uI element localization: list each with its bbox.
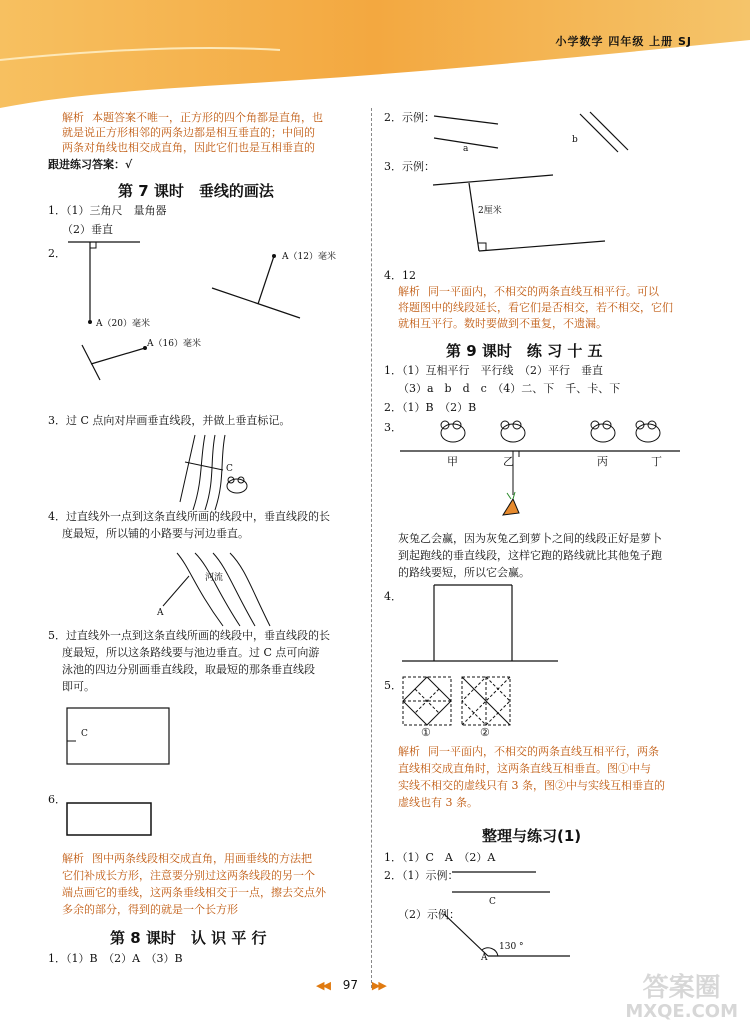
lesson8-title: 第 8 课时 认 识 平 行 bbox=[110, 929, 267, 947]
angle-label: 130 ° bbox=[499, 942, 524, 952]
watermark bbox=[625, 974, 738, 1022]
q3-text: 3．过 C 点向对岸画垂直线段，并做上垂直标记。 bbox=[48, 414, 291, 427]
circle-label-2: ② bbox=[480, 726, 490, 739]
analysis-line: 直线相交成直角时，这两条直线互相垂直。图①中与 bbox=[398, 762, 651, 775]
rabbit-name: 甲 bbox=[447, 455, 458, 468]
q5-line: 5．过直线外一点到这条直线所画的线段中，垂直线段的长 bbox=[48, 629, 330, 642]
l9-q5-figures bbox=[402, 676, 532, 731]
rabbit-name: 丙 bbox=[597, 455, 608, 468]
analysis-line: 多余的部分，得到的就是一个长方形 bbox=[62, 903, 238, 916]
circle-label-1: ① bbox=[421, 726, 431, 739]
q5-line: 度最短，所以这条路线要与池边垂直。过 C 点可向游 bbox=[62, 646, 320, 659]
review-q2a-figure bbox=[450, 870, 560, 900]
q4-line: 度最短，所以铺的小路要与河边垂直。 bbox=[62, 527, 249, 540]
q6-rectangle-figure bbox=[64, 800, 164, 845]
l9-q1b: （3）a b d c （4）二、下 千、卡、下 bbox=[398, 382, 621, 395]
r-q3: 3．示例： bbox=[384, 160, 435, 173]
q1b: （2）垂直 bbox=[62, 223, 113, 236]
lesson7-title: 第 7 课时 垂线的画法 bbox=[118, 182, 274, 200]
rabbit-name: 丁 bbox=[651, 455, 662, 468]
label-a12: A（12）毫米 bbox=[282, 252, 336, 262]
l9-q3-answer: 灰兔乙会赢，因为灰兔乙到萝卜之间的线段正好是萝卜 bbox=[398, 532, 662, 545]
analysis-line: 它们补成长方形，注意要分别过这两条线段的另一个 bbox=[62, 869, 315, 882]
analysis-line: 图中两条线段相交成直角，用画垂线的方法把 bbox=[92, 852, 312, 865]
analysis-label: 解析 bbox=[398, 745, 420, 758]
label-2cm: 2厘米 bbox=[478, 206, 502, 216]
analysis-line: 就是说正方形相邻的两条边都是相互垂直的；中间的 bbox=[62, 126, 315, 139]
r-q3-figure bbox=[425, 165, 625, 255]
review-q2a: 2．（1）示例： bbox=[384, 869, 459, 882]
header-background bbox=[0, 0, 750, 110]
q1a: 1．（1）三角尺 量角器 bbox=[48, 204, 167, 217]
l9-q3-answer: 的路线要短，所以它会赢。 bbox=[398, 566, 530, 579]
label-c-review: C bbox=[489, 897, 496, 907]
analysis-line: 同一平面内，不相交的两条直线互相平行，两条 bbox=[428, 745, 659, 758]
q5-line: 即可。 bbox=[62, 680, 95, 693]
watermark-line1: 答案圈 bbox=[642, 973, 721, 1003]
watermark-line2: MXQE.COM bbox=[625, 1001, 738, 1022]
label-a-review: A bbox=[481, 953, 488, 963]
r-q2: 2．示例： bbox=[384, 111, 435, 124]
analysis-line: 就相互平行。数时要做到不重复，不遗漏。 bbox=[398, 317, 607, 330]
follow-answer: 跟进练习答案：√ bbox=[48, 158, 133, 171]
river-label: 河流 bbox=[205, 573, 224, 583]
next-arrows-icon: ▶▶ bbox=[371, 979, 385, 992]
l9-q4-figure bbox=[400, 583, 600, 663]
analysis-line: 端点画它的垂线，这两条垂线相交于一点，擦去交点外 bbox=[62, 886, 326, 899]
analysis-line: 本题答案不唯一，正方形的四个角都是直角，也 bbox=[92, 111, 323, 124]
l9-q1a: 1．（1）互相平行 平行线 （2）平行 垂直 bbox=[384, 364, 603, 377]
label-c: C bbox=[226, 464, 233, 474]
q2-number: 2． bbox=[48, 247, 66, 260]
rabbit-race-figure bbox=[395, 415, 695, 525]
r-q4: 4．12 bbox=[384, 269, 416, 282]
analysis-label: 解析 bbox=[398, 285, 420, 298]
l9-q3-answer: 到起跑线的垂直线段，这样它跑的路线就比其他兔子跑 bbox=[398, 549, 662, 562]
analysis-label: 解析 bbox=[62, 111, 84, 124]
review-q1: 1．（1）C A （2）A bbox=[384, 851, 496, 864]
analysis-line: 两条对角线也相交成直角，因此它们也是互相垂直的 bbox=[62, 141, 315, 154]
l9-q2: 2．（1）B （2）B bbox=[384, 401, 477, 414]
l9-q3: 3． bbox=[384, 421, 402, 434]
page-number: 97 bbox=[342, 978, 359, 992]
l9-q5: 5． bbox=[384, 679, 402, 692]
q4-line: 4．过直线外一点到这条直线所画的线段中，垂直线段的长 bbox=[48, 510, 330, 523]
review-q2b: （2）示例： bbox=[398, 908, 460, 921]
prev-arrows-icon: ◀◀ bbox=[316, 979, 329, 992]
l9-q4: 4． bbox=[384, 590, 402, 603]
rabbit-name: 乙 bbox=[503, 455, 514, 468]
r-q2-figure bbox=[420, 108, 680, 168]
header-band bbox=[0, 0, 750, 110]
column-divider bbox=[371, 108, 372, 988]
q4-river-figure bbox=[155, 548, 275, 628]
page-footer bbox=[316, 978, 385, 992]
q6-number: 6． bbox=[48, 793, 66, 806]
analysis-line: 同一平面内，不相交的两条直线互相平行。可以 bbox=[428, 285, 659, 298]
analysis-line: 实线不相交的虚线只有 3 条，图②中与实线互相垂直的 bbox=[398, 779, 665, 792]
lesson8-q1: 1．（1）B （2）A （3）B bbox=[48, 952, 183, 965]
label-a-line: a bbox=[463, 144, 469, 154]
review-title: 整理与练习(1) bbox=[482, 827, 582, 845]
q5-line: 泳池的四边分别画垂直线段，取最短的那条垂直线段 bbox=[62, 663, 315, 676]
lesson9-title: 第 9 课时 练 习 十 五 bbox=[446, 342, 603, 360]
analysis-line: 将题图中的线段延长，看它们是否相交，若不相交，它们 bbox=[398, 301, 673, 314]
label-a: A bbox=[157, 608, 164, 618]
header-text: 小学数学 四年级 上册 SJ bbox=[555, 35, 692, 48]
analysis-line: 虚线也有 3 条。 bbox=[398, 796, 478, 809]
analysis-label: 解析 bbox=[62, 852, 84, 865]
q5-pool-figure bbox=[62, 706, 182, 766]
label-a20: A（20）毫米 bbox=[96, 319, 150, 329]
label-b-line: b bbox=[572, 135, 578, 145]
label-a16: A（16）毫米 bbox=[147, 339, 201, 349]
label-c-pool: C bbox=[81, 729, 88, 739]
